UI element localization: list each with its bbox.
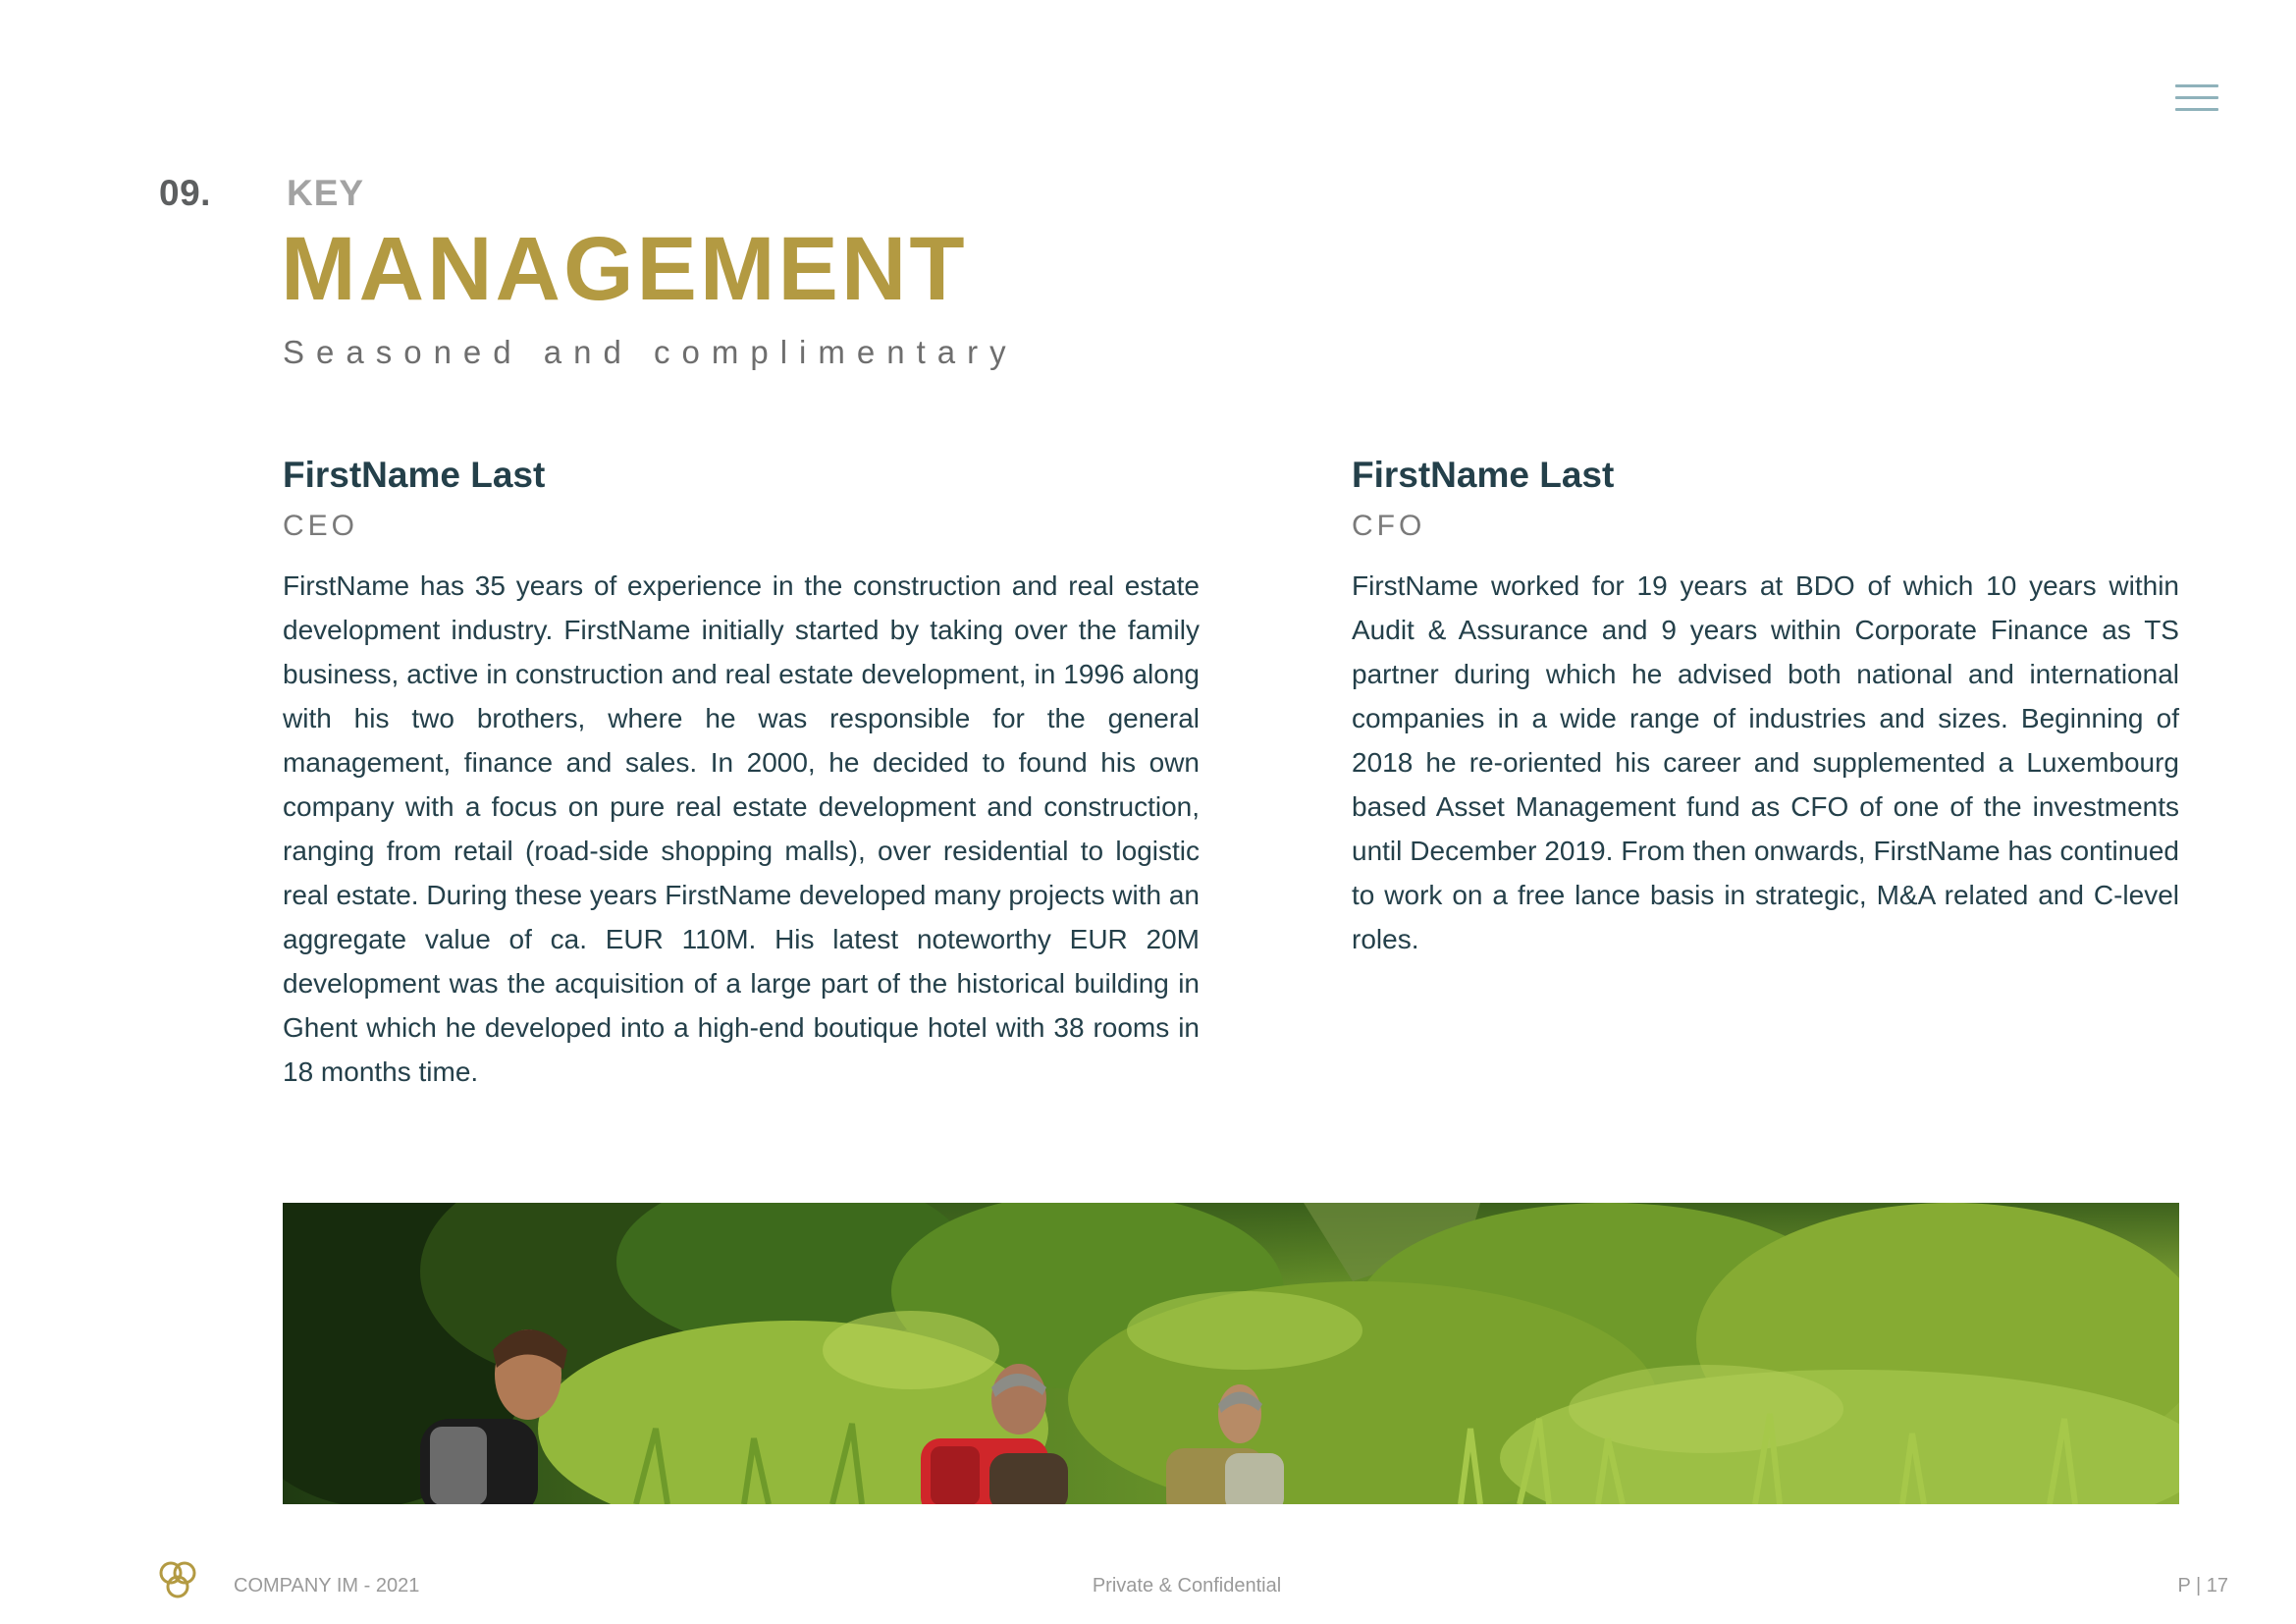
person-name: FirstName Last bbox=[283, 455, 546, 495]
page-title: MANAGEMENT bbox=[281, 219, 968, 319]
footer-company: COMPANY IM - 2021 bbox=[234, 1575, 420, 1597]
footer-page-number: P | 17 bbox=[2177, 1575, 2228, 1597]
person-card-cfo bbox=[1352, 450, 2179, 989]
section-number: 09. bbox=[159, 173, 211, 213]
hamburger-menu-icon[interactable] bbox=[2175, 84, 2218, 112]
person-bio: FirstName has 35 years of experience in the construction and real estate development industry. FirstName initially started by taking over the family business, active in construction and real estate development, in 1996 along with his two brothers, where he was responsible for the general management, finance and sales. In 2000, he decided to found his own company with a focus on pure real estate development and construction, ranging from retail (road-side shopping malls), over residential to logistic real estate. During these years FirstName developed many projects with an aggregate value of ca. EUR 110M. His latest noteworthy EUR 20M development was the acquisition of a large part of the historical building in Ghent which he developed into a high-end boutique hotel with 38 rooms in 18 months time. bbox=[283, 570, 1200, 1087]
person-role: CFO bbox=[1352, 510, 1426, 542]
menu-line bbox=[2175, 96, 2218, 99]
footer-confidentiality: Private & Confidential bbox=[1092, 1575, 1282, 1597]
person-name: FirstName Last bbox=[1352, 455, 1615, 495]
section-kicker: KEY bbox=[287, 173, 365, 213]
person-bio: FirstName worked for 19 years at BDO of which 10 years within Audit & Assurance and 9 years within Corporate Finance as TS partner during which he advised both national and international companies in a wide range of industries and sizes. Beginning of 2018 he re-oriented his career and supplemented a Luxembourg based Asset Management fund as CFO of one of the investments until December 2019. From then onwards, FirstName has continued to work on a free lance basis in strategic, M&A related and C-level roles. bbox=[1352, 570, 2179, 954]
person-role: CEO bbox=[283, 510, 359, 542]
person-card-ceo bbox=[283, 450, 1200, 1121]
menu-line bbox=[2175, 108, 2218, 111]
menu-line bbox=[2175, 84, 2218, 87]
hikers-forest-illustration bbox=[283, 1203, 2179, 1504]
hikers-forest-photo bbox=[283, 1203, 2179, 1504]
page-subtitle: Seasoned and complimentary bbox=[283, 334, 1018, 370]
